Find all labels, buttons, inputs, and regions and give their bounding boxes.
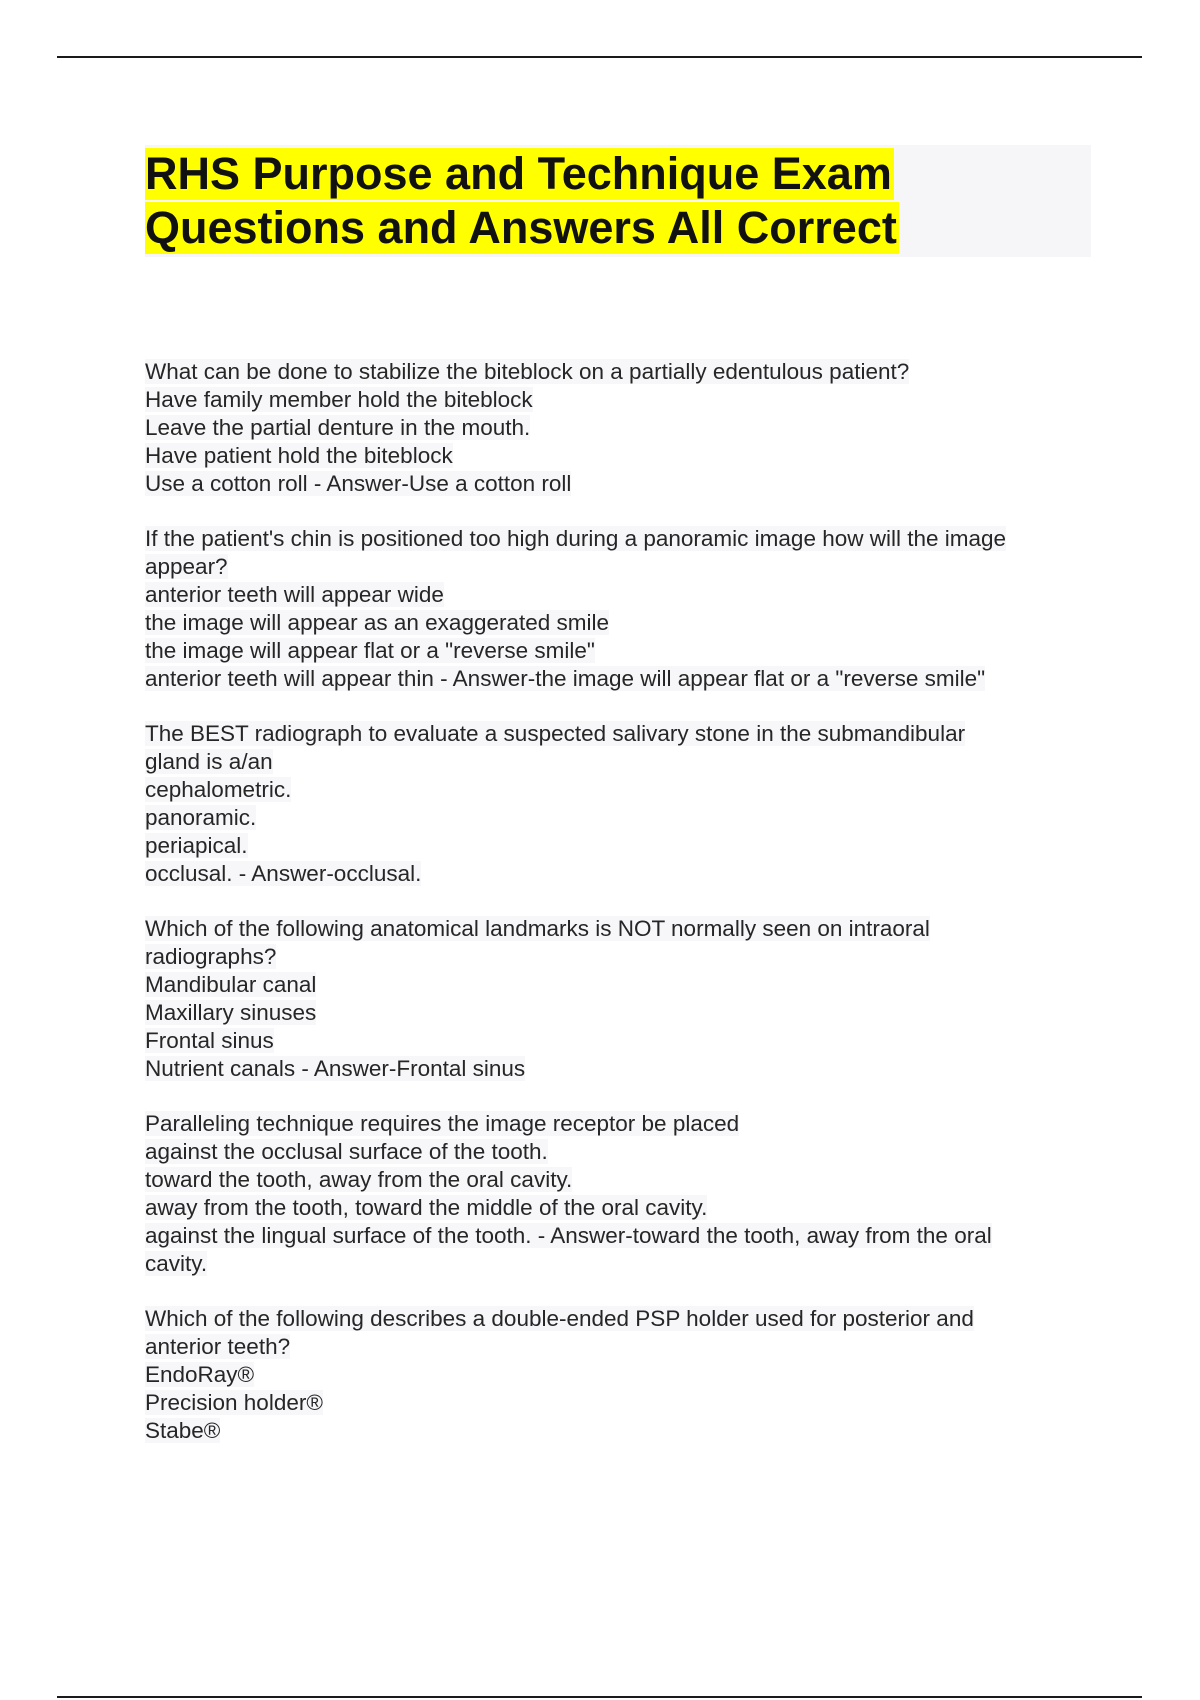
answer-option: Stabe® (145, 1418, 221, 1443)
top-rule (57, 56, 1142, 58)
title-line-2: Questions and Answers All Correct (145, 202, 897, 253)
question-text-continued: gland is a/an (145, 749, 273, 774)
answer-option-with-answer: anterior teeth will appear thin - Answer-the image will appear flat or a "reverse smile" (145, 666, 986, 691)
qa-item (145, 720, 1105, 888)
question-text-continued: radiographs? (145, 944, 277, 969)
answer-option: Have patient hold the biteblock (145, 443, 453, 468)
answer-option: the image will appear flat or a "reverse smile" (145, 638, 595, 663)
qa-item (145, 915, 1105, 1083)
question-text-continued: appear? (145, 554, 228, 579)
answer-option-with-answer: occlusal. - Answer-occlusal. (145, 861, 422, 886)
answer-option: panoramic. (145, 805, 257, 830)
qa-item (145, 525, 1105, 693)
answer-option: away from the tooth, toward the middle of the oral cavity. (145, 1195, 708, 1220)
answer-option-with-answer: against the lingual surface of the tooth. - Answer-toward the tooth, away from the oral (145, 1223, 992, 1248)
title-line-1: RHS Purpose and Technique Exam (145, 148, 892, 199)
answer-continued: cavity. (145, 1251, 208, 1276)
question-text: What can be done to stabilize the biteblock on a partially edentulous patient? (145, 359, 910, 384)
answer-option: periapical. (145, 833, 248, 858)
question-text: Which of the following anatomical landmarks is NOT normally seen on intraoral (145, 916, 930, 941)
answer-option: EndoRay® (145, 1362, 255, 1387)
answer-option: Have family member hold the biteblock (145, 387, 533, 412)
answer-option: cephalometric. (145, 777, 292, 802)
answer-option: against the occlusal surface of the tooth. (145, 1139, 548, 1164)
qa-item (145, 1110, 1105, 1278)
question-text: The BEST radiograph to evaluate a suspected salivary stone in the submandibular (145, 721, 966, 746)
title-block (145, 145, 1091, 257)
qa-item (145, 1305, 1105, 1445)
answer-option: Frontal sinus (145, 1028, 274, 1053)
document-title (145, 145, 1091, 255)
qa-item (145, 358, 1105, 498)
question-text: If the patient's chin is positioned too high during a panoramic image how will the image (145, 526, 1007, 551)
answer-option: toward the tooth, away from the oral cavity. (145, 1167, 573, 1192)
answer-option: Precision holder® (145, 1390, 323, 1415)
answer-option: anterior teeth will appear wide (145, 582, 444, 607)
question-text: Which of the following describes a double-ended PSP holder used for posterior and (145, 1306, 974, 1331)
question-text-continued: anterior teeth? (145, 1334, 291, 1359)
answer-option-with-answer: Use a cotton roll - Answer-Use a cotton roll (145, 471, 572, 496)
answer-option: the image will appear as an exaggerated smile (145, 610, 610, 635)
answer-option: Mandibular canal (145, 972, 317, 997)
question-text: Paralleling technique requires the image receptor be placed (145, 1111, 740, 1136)
answer-option: Leave the partial denture in the mouth. (145, 415, 531, 440)
bottom-rule (57, 1696, 1142, 1698)
qa-content (145, 358, 1105, 1472)
answer-option-with-answer: Nutrient canals - Answer-Frontal sinus (145, 1056, 526, 1081)
answer-option: Maxillary sinuses (145, 1000, 317, 1025)
